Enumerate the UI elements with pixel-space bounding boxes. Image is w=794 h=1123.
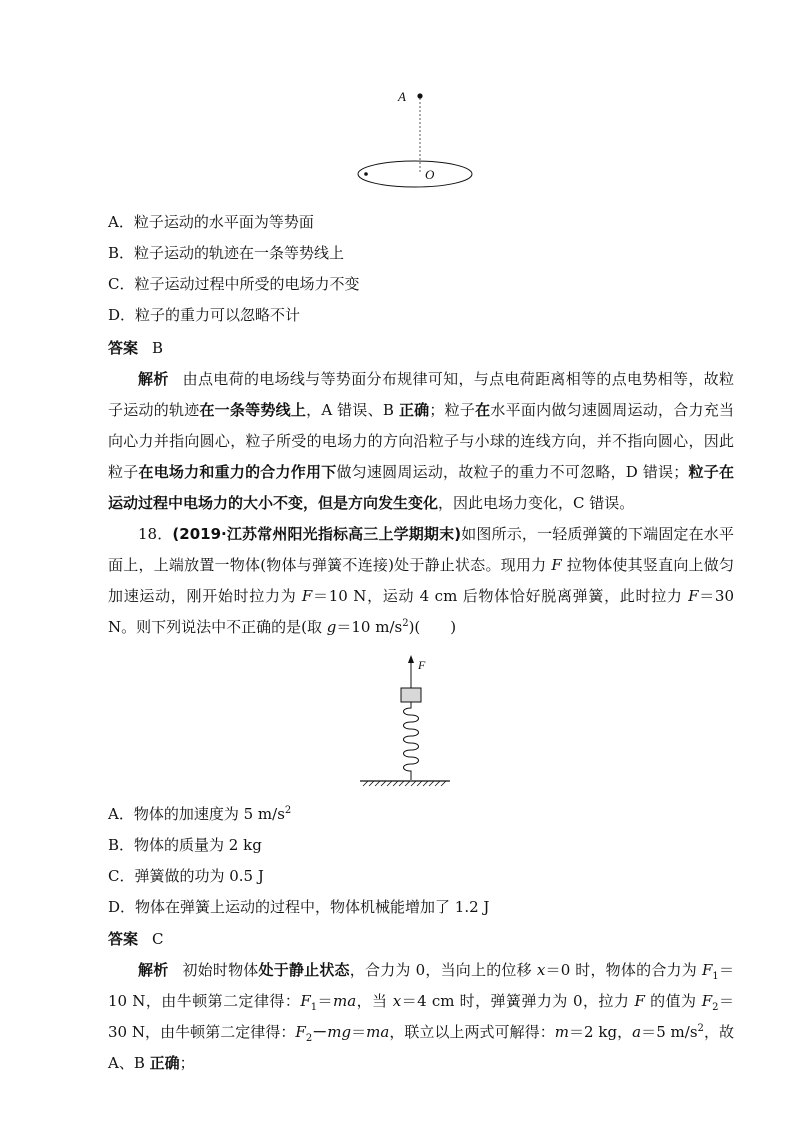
analysis-label: 解析 xyxy=(138,370,169,388)
figure-charge-ring xyxy=(355,80,485,195)
subscript: 2 xyxy=(305,1033,313,1044)
subscript: 2 xyxy=(712,1002,719,1013)
q18-option-c: C．弹簧做的功为 0.5 J xyxy=(108,867,264,885)
q17-option-b: B．粒子运动的轨迹在一条等势线上 xyxy=(108,244,345,262)
analysis-text: ＝5 m/s xyxy=(641,1023,698,1041)
stem-text: ＝30 N。则下列说法中不正确的是(取 xyxy=(108,587,734,636)
analysis-text: ＝30 N，由牛顿第二定律得： xyxy=(108,992,734,1041)
q17-answer xyxy=(108,338,163,358)
answer-value: C xyxy=(152,930,164,948)
q17-analysis xyxy=(108,364,734,519)
superscript: 2 xyxy=(697,1023,704,1034)
spring xyxy=(404,702,419,780)
analysis-text: 初始时物体 xyxy=(182,961,259,979)
analysis-text: 水平面内做匀速圆周运动，合力充当向心力并指向圆心，粒子所受的电场力的方向沿粒子与小球的连线方向，并不指向圆心，因此粒子 xyxy=(108,401,734,481)
analysis-emphasis: 在电场力和重力的合力作用下 xyxy=(138,463,337,481)
analysis-emphasis: 粒子在运动过程中电场力的大小不变，但是方向发生变化 xyxy=(108,463,734,512)
stem-text: 如图所示，一轻质弹簧的下端固定在水平面上，上端放置一物体(物体与弹簧不连接)处于静止状态。现用力 xyxy=(108,525,734,574)
answer-label: 答案 xyxy=(108,930,139,948)
label-f: F xyxy=(418,658,426,672)
var-a: a xyxy=(632,1023,642,1041)
var-x: x xyxy=(392,992,402,1010)
var-f: F xyxy=(301,587,313,605)
stem-text: )( ) xyxy=(408,618,457,636)
analysis-text: ； xyxy=(179,1054,195,1072)
q18-number: 18． xyxy=(138,525,173,543)
analysis-emphasis: － xyxy=(312,1023,328,1041)
analysis-text: ＝4 cm 时，弹簧弹力为 0，拉力 xyxy=(401,992,635,1010)
stem-text: ＝10 N，运动 4 cm 后物体恰好脱离弹簧，此时拉力 xyxy=(312,587,689,605)
block xyxy=(401,688,421,702)
q17-option-d: D．粒子的重力可以忽略不计 xyxy=(108,306,301,324)
var-x: x xyxy=(536,961,546,979)
superscript: 2 xyxy=(402,618,409,629)
analysis-label: 解析 xyxy=(138,961,169,979)
var-m: m xyxy=(554,1023,569,1041)
option-text: A．物体的加速度为 5 m/s xyxy=(108,805,285,823)
subscript: 1 xyxy=(310,1002,318,1013)
var-g: g xyxy=(326,618,337,636)
q17-option-c: C．粒子运动过程中所受的电场力不变 xyxy=(108,275,360,293)
q18-option-b: B．物体的质量为 2 kg xyxy=(108,836,262,854)
analysis-emphasis: 正确 xyxy=(149,1054,180,1072)
analysis-text: 由点电荷的电场线与等势面分布规律可知，与点电荷距离相等的点电势相等，故粒子运动的轨迹 xyxy=(108,370,734,419)
figure-spring-block xyxy=(355,652,455,787)
answer-value: B xyxy=(152,339,164,357)
analysis-text: ；粒子 xyxy=(429,401,476,419)
particle-dot xyxy=(364,172,368,176)
analysis-text: 做匀速圆周运动，故粒子的重力不可忽略，D 错误； xyxy=(336,463,689,481)
analysis-emphasis: 处于静止状态 xyxy=(258,961,350,979)
stem-text: ＝10 m/s xyxy=(336,618,403,636)
answer-label: 答案 xyxy=(108,339,139,357)
var-ma: ma xyxy=(333,992,357,1010)
q18-option-a xyxy=(108,804,291,824)
var-f: F xyxy=(701,961,713,979)
analysis-emphasis: 在一条等势线上 xyxy=(199,401,307,419)
var-f: F xyxy=(701,992,713,1010)
superscript: 2 xyxy=(284,805,292,816)
label-a: A xyxy=(398,89,406,104)
analysis-text: ＝ xyxy=(351,1023,367,1041)
ground-hatch xyxy=(363,781,446,786)
q18-analysis xyxy=(108,955,734,1079)
analysis-text: ＝0 时，物体的合力为 xyxy=(545,961,702,979)
label-o: O xyxy=(425,167,435,182)
var-f: F xyxy=(295,1023,306,1041)
analysis-text: ，当 xyxy=(356,992,393,1010)
q18-answer xyxy=(108,929,164,949)
var-f: F xyxy=(688,587,699,605)
var-f: F xyxy=(300,992,311,1010)
q18-stem xyxy=(108,519,734,643)
analysis-text: 的值为 xyxy=(644,992,702,1010)
analysis-text: ，A 错误、B xyxy=(306,401,399,419)
var-mg: mg xyxy=(327,1023,352,1041)
analysis-emphasis: 正确 xyxy=(398,401,430,419)
var-f: F xyxy=(551,556,562,574)
orbit-ellipse xyxy=(358,161,472,187)
var-ma: ma xyxy=(366,1023,390,1041)
analysis-text: ＝ xyxy=(317,992,333,1010)
q18-source: (2019·江苏常州阳光指标高三上学期期末) xyxy=(172,525,462,543)
analysis-emphasis: 在 xyxy=(475,401,491,419)
analysis-text: ，因此电场力变化，C 错误。 xyxy=(438,494,635,512)
analysis-text: ，合力为 0，当向上的位移 xyxy=(349,961,537,979)
analysis-text: ＝10 N，由牛顿第二定律得： xyxy=(108,961,734,1010)
analysis-text: ，联立以上两式可解得： xyxy=(389,1023,555,1041)
q17-option-a: A．粒子运动的水平面为等势面 xyxy=(108,213,314,231)
point-a xyxy=(417,93,422,98)
var-f: F xyxy=(634,992,645,1010)
analysis-text: ，故 A、B xyxy=(108,1023,734,1072)
q18-option-d: D．物体在弹簧上运动的过程中，物体机械能增加了 1.2 J xyxy=(108,898,490,916)
force-arrowhead xyxy=(408,655,414,663)
analysis-text: ＝2 kg， xyxy=(568,1023,633,1041)
subscript: 1 xyxy=(712,971,719,982)
stem-text: 拉物体使其竖直向上做匀加速运动，刚开始时拉力为 xyxy=(108,556,734,605)
